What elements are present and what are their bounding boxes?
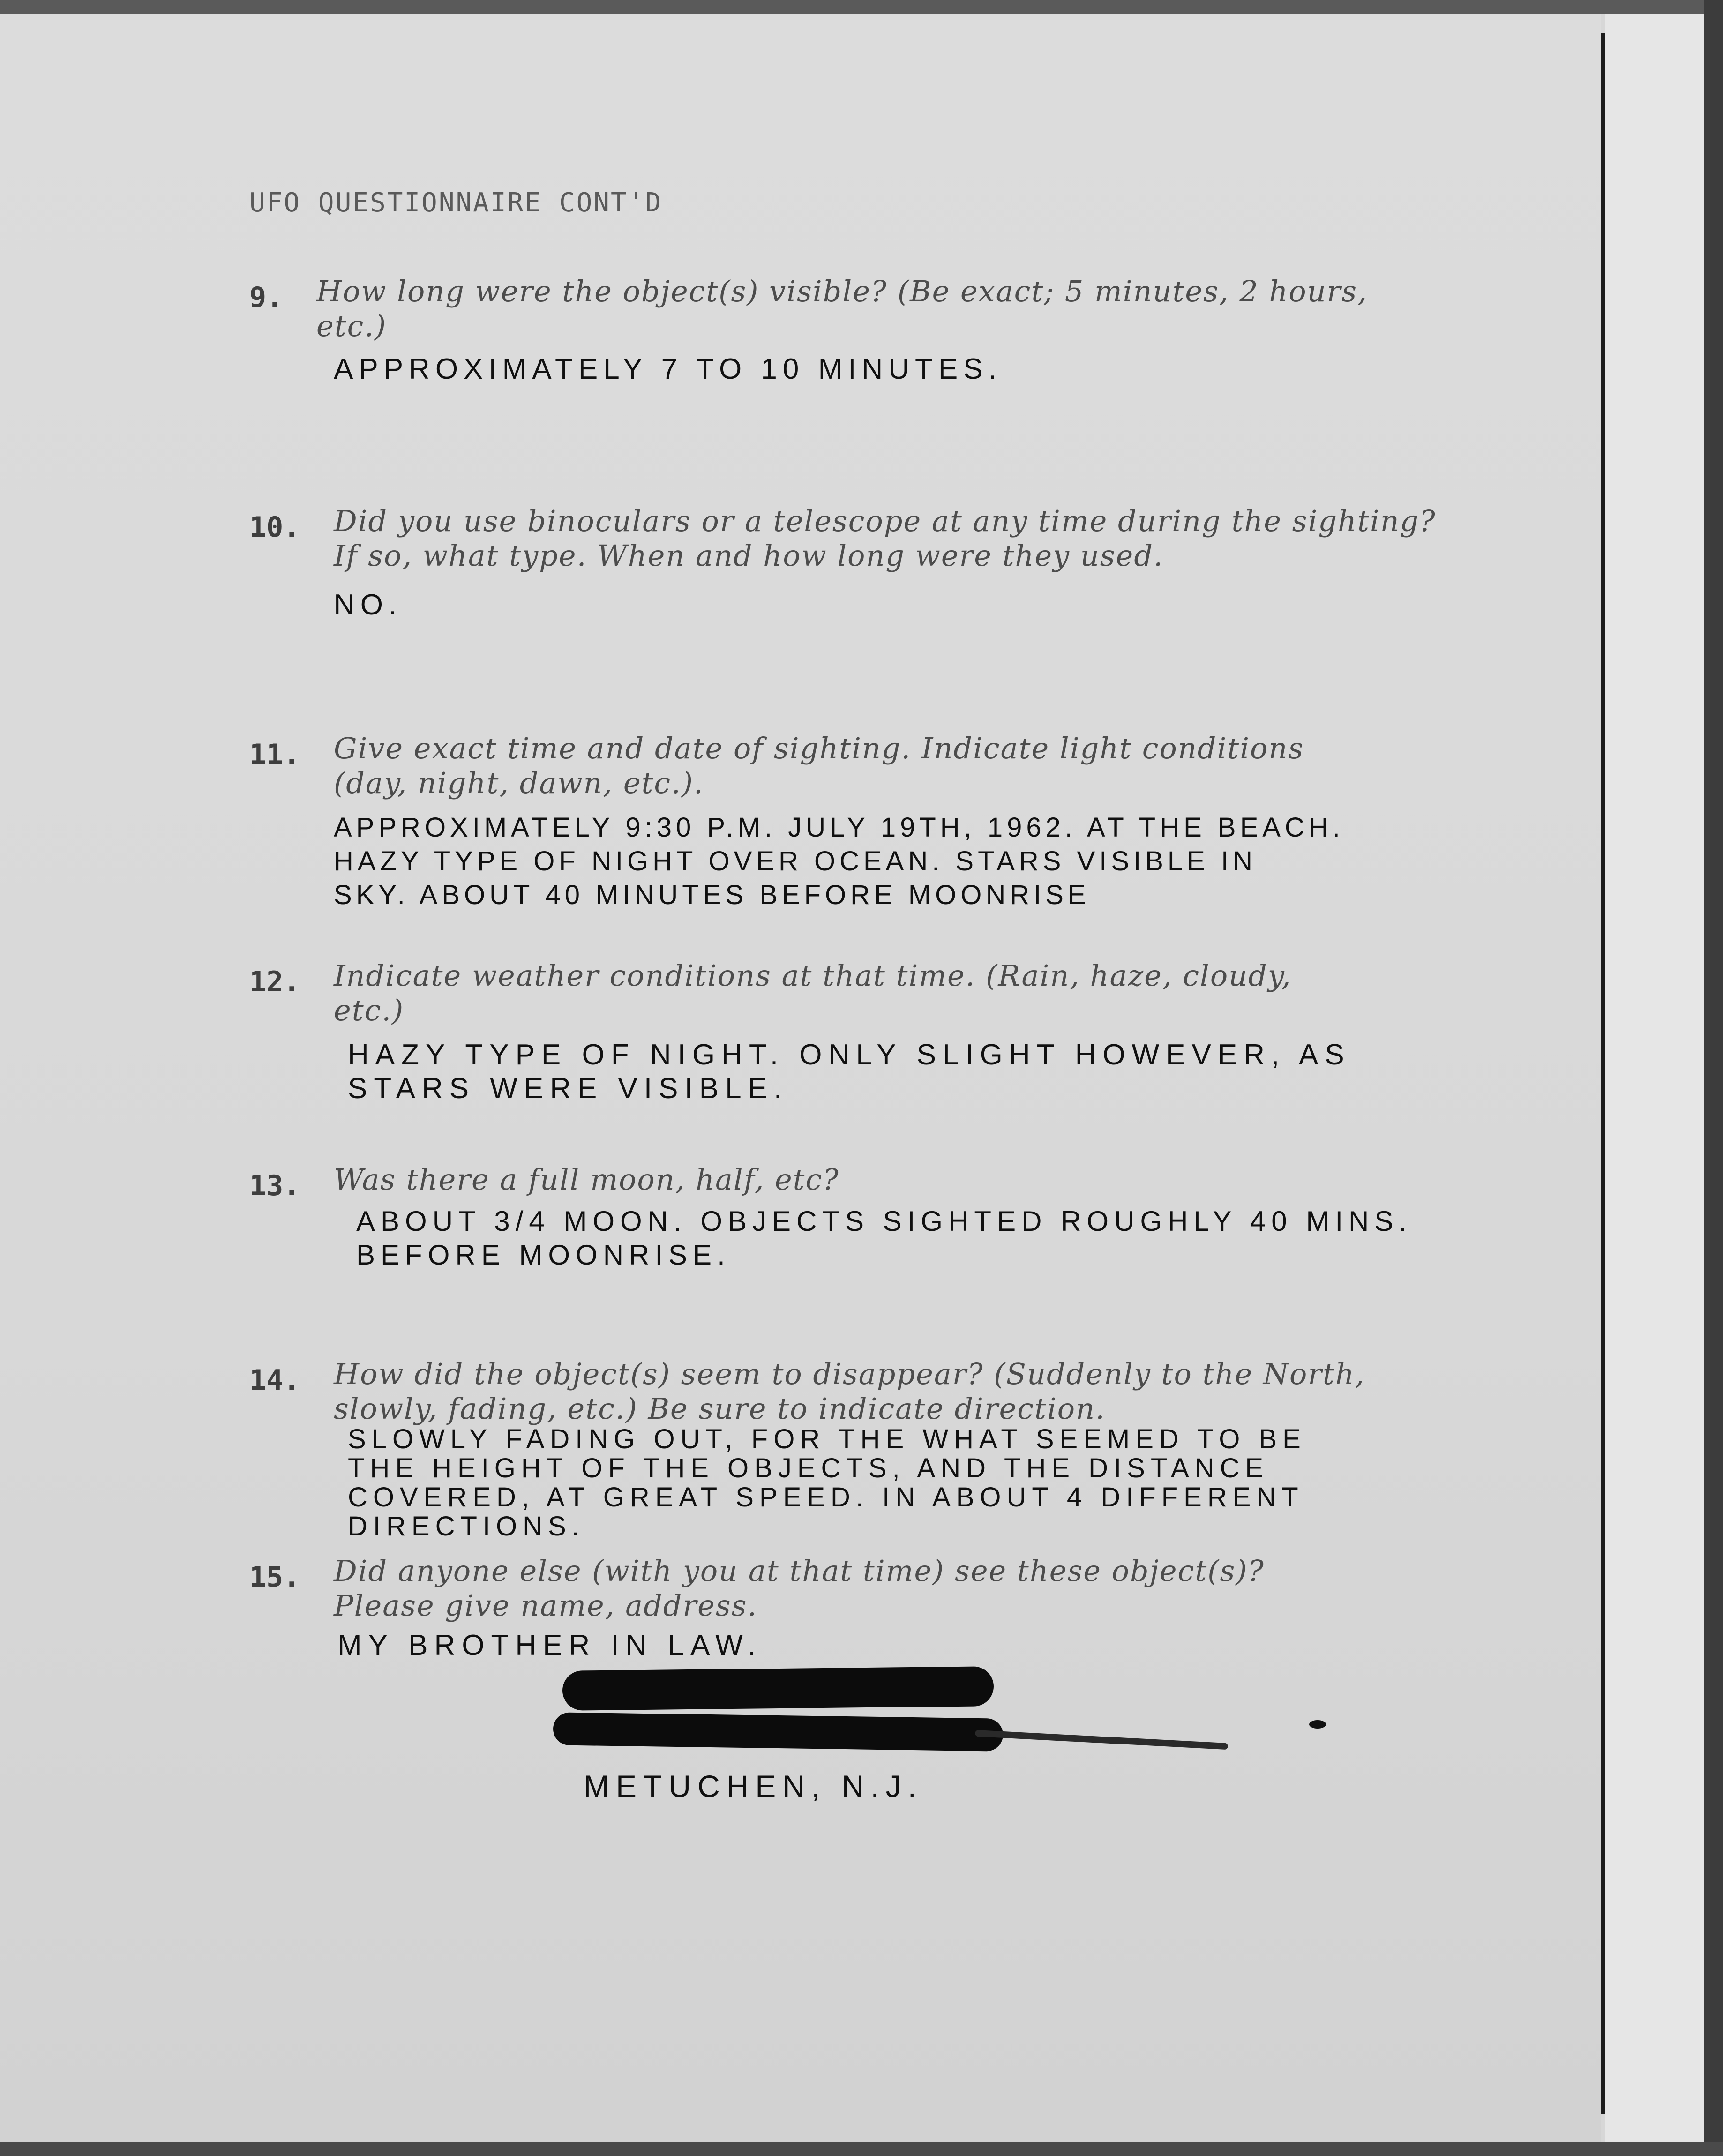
page-margin-strip [1605, 14, 1704, 2142]
answer-14 [348, 1425, 1306, 1541]
question-line: Did anyone else (with you at that time) see these object(s)? [334, 1554, 1265, 1588]
answer-line: BEFORE MOONRISE. [356, 1239, 731, 1271]
answer-line: STARS WERE VISIBLE. [348, 1072, 789, 1105]
question-line: Indicate weather conditions at that time. (Rain, haze, cloudy, [334, 958, 1292, 993]
answer-12 [348, 1038, 1351, 1106]
answer-line: HAZY TYPE OF NIGHT OVER OCEAN. STARS VISIBLE IN [334, 846, 1257, 876]
answer-line: NO. [334, 589, 403, 621]
question-line: How long were the object(s) visible? (Be exact; 5 minutes, 2 hours, [316, 274, 1368, 308]
answer-line: APPROXIMATELY 9:30 P.M. JULY 19TH, 1962. AT THE BEACH. [334, 812, 1344, 843]
ink-mark [1309, 1720, 1326, 1729]
question-15-text [334, 1554, 1265, 1623]
question-13-number: 13. [249, 1169, 300, 1202]
page-header: UFO QUESTIONNAIRE CONT'D [249, 187, 663, 218]
page-edge-line [1601, 33, 1605, 2114]
question-14-number: 14. [249, 1364, 300, 1397]
question-line: (day, night, dawn, etc.). [334, 766, 704, 800]
question-13-text [334, 1162, 839, 1197]
question-9-number: 9. [249, 281, 284, 314]
question-11-text [334, 731, 1304, 801]
question-line: If so, what type. When and how long were they used. [334, 539, 1164, 573]
answer-11 [334, 811, 1344, 912]
film-border-top [0, 0, 1723, 14]
answer-9 [334, 352, 1002, 386]
redaction-bar [553, 1712, 1004, 1751]
question-line: Did you use binoculars or a telescope at any time during the sighting? [334, 504, 1436, 538]
answer-line: SKY. ABOUT 40 MINUTES BEFORE MOONRISE [334, 880, 1090, 910]
redaction-smear [975, 1730, 1228, 1750]
question-line: How did the object(s) seem to disappear? (Suddenly to the North, [334, 1357, 1365, 1391]
question-14-text [334, 1357, 1365, 1426]
answer-line: ABOUT 3/4 MOON. OBJECTS SIGHTED ROUGHLY 40 MINS. [356, 1205, 1413, 1237]
answer-line: THE HEIGHT OF THE OBJECTS, AND THE DISTANCE [348, 1453, 1269, 1483]
answer-13 [356, 1205, 1412, 1272]
questionnaire-page [0, 14, 1601, 2142]
answer-line: HAZY TYPE OF NIGHT. ONLY SLIGHT HOWEVER, AS [348, 1039, 1351, 1071]
film-border-right [1704, 0, 1723, 2156]
question-line: slowly, fading, etc.) Be sure to indicate direction. [334, 1392, 1106, 1426]
question-15-number: 15. [249, 1561, 300, 1594]
question-line: Was there a full moon, half, etc? [334, 1162, 839, 1197]
question-10-text [334, 504, 1436, 573]
redaction-bar [562, 1666, 994, 1711]
question-12-number: 12. [249, 966, 300, 998]
question-line: etc.) [334, 993, 405, 1027]
address-line: METUCHEN, N.J. [584, 1769, 923, 1804]
answer-line: DIRECTIONS. [348, 1511, 585, 1542]
answer-line: COVERED, AT GREAT SPEED. IN ABOUT 4 DIFFERENT [348, 1482, 1304, 1512]
answer-line: MY BROTHER IN LAW. [337, 1629, 763, 1662]
question-9-text [316, 274, 1368, 344]
answer-10 [334, 588, 402, 622]
question-line: Give exact time and date of sighting. Indicate light conditions [334, 731, 1304, 765]
question-10-number: 10. [249, 511, 300, 544]
question-11-number: 11. [249, 738, 300, 771]
answer-line: APPROXIMATELY 7 TO 10 MINUTES. [334, 353, 1002, 385]
question-line: etc.) [316, 309, 387, 343]
question-12-text [334, 958, 1291, 1028]
answer-15 [337, 1629, 763, 1662]
answer-line: SLOWLY FADING OUT, FOR THE WHAT SEEMED TO BE [348, 1424, 1306, 1454]
film-border-bottom [0, 2142, 1723, 2156]
question-line: Please give name, address. [334, 1588, 758, 1623]
